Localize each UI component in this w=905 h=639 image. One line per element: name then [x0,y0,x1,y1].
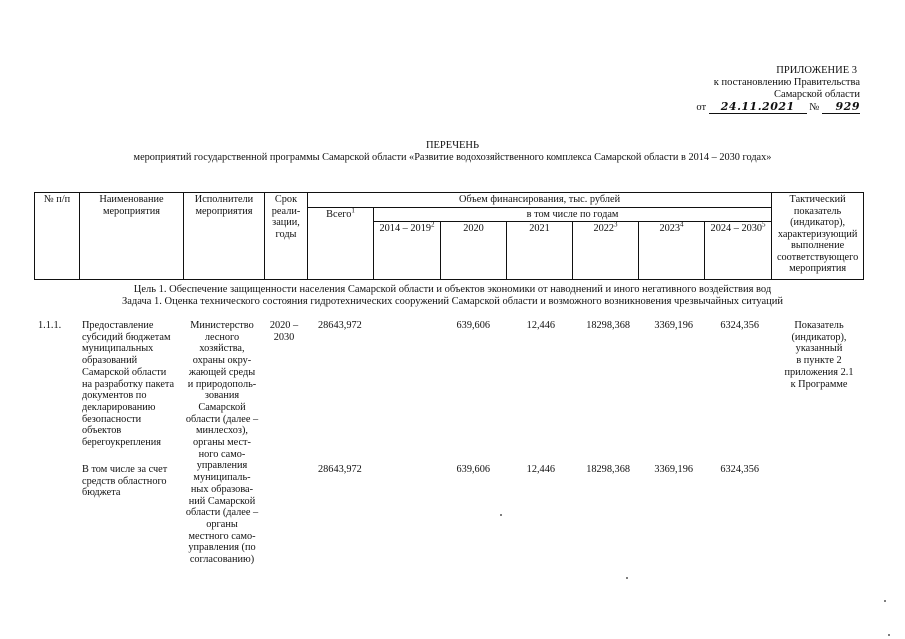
appendix-date-line [696,101,860,114]
task-line: Задача 1. Оценка технического состояния гидротехнических сооружений Самарской области и возможного возникновения чрезвычайных ситуаций [121,296,783,307]
row1-exec-line: области (далее – [185,507,259,519]
header-year-2020 [441,222,507,280]
header-year-2023 [639,222,705,280]
header-year-label: 2023 [659,223,681,234]
row1-exec-line: согласованию) [189,554,255,566]
row1-name-line: на разработку пакета [82,378,175,390]
row2-name [82,464,187,499]
header-funding: Объем финансирования, тыс. рублей [308,193,772,208]
row1-exec-line: хозяйства, [199,343,245,355]
row1-exec-line: зования [204,390,240,402]
row2-name-line: средств областного [82,475,167,487]
row1-indicator-line: приложения 2.1 [784,366,854,378]
row1-num: 1.1.1. [38,320,62,331]
row1-exec-line: ний Самарской [188,495,256,507]
row1-total: 28643,972 [318,320,362,331]
appendix-line-3: Самарской области [774,89,860,100]
row1-name-line: субсидий бюджетам [82,331,171,343]
header-total-sup: 1 [351,206,355,215]
goal-and-task [0,284,905,308]
row1-exec-line: жающей среды [188,366,256,378]
row1-2021: 12,446 [526,320,555,331]
header-year-label: 2020 [463,223,484,234]
header-name: Наименование мероприятия [80,193,184,280]
header-by-years: в том числе по годам [374,207,772,222]
row1-exec-line: управления (по [188,542,256,554]
scan-speck [500,514,502,516]
row1-2023: 3369,196 [654,320,693,331]
header-exec: Исполнители мероприятия [184,193,265,280]
header-year-sup: 2 [430,220,435,229]
header-year-sup: 5 [762,220,766,229]
row2-total: 28643,972 [318,464,362,475]
row1-term-line: 2030 [273,331,295,343]
header-year-sup: 4 [680,220,684,229]
header-year-label: 2022 [593,223,615,234]
row1-exec-line: управления [196,460,248,472]
document-heading [0,140,905,164]
header-year-2022 [573,222,639,280]
header-year-2024-2030 [705,222,772,280]
table-header [34,192,864,280]
row1-indicator-line: указанный [795,343,843,355]
header-indicator: Тактический показатель (индикатор), характеризующий выполнение соответствующего мероприятия [772,193,864,280]
row1-exec-line: минлесхоз), [196,425,248,437]
decree-date: 24.11.2021 [709,101,807,114]
row1-term-line: 2020 – [269,320,299,331]
appendix-title: ПРИЛОЖЕНИЕ 3 [776,65,857,76]
row2-2020: 639,606 [456,464,490,475]
row1-name-line: берегоукрепления [82,437,161,449]
header-year-label: 2014 – 2019 [379,223,431,234]
header-term: Срок реали-зации, годы [265,193,308,280]
header-year-2021 [507,222,573,280]
row2-name-line: бюджета [82,487,121,499]
header-total [308,207,374,280]
row1-exec-line: охраны окру- [192,355,252,367]
document-subtitle: мероприятий государственной программы Самарской области «Развитие водохозяйственного комплекса Самарской области в 2014 – 2030 годах» [133,152,772,163]
number-label: № [809,102,820,113]
row1-2020: 639,606 [456,320,490,331]
scan-speck [888,634,890,636]
row2-2023: 3369,196 [654,464,693,475]
row1-exec-line: ного само- [198,448,246,460]
goal-line: Цель 1. Обеспечение защищенности населения Самарской области и объектов экономики от наводнений и иного негативного воздействия вод [133,284,772,295]
header-year-label: 2021 [529,223,550,234]
from-label: от [696,102,707,113]
header-total-label: Всего [326,208,352,220]
appendix-line-2: к постановлению Правительства [713,77,860,88]
row1-term [265,320,303,343]
row1-indicator-line: к Программе [790,378,848,390]
header-year-label: 2024 – 2030 [710,223,763,234]
row1-exec-line: Министерство [190,320,254,331]
header-year-sup: 3 [614,220,618,229]
row2-2022: 18298,368 [586,464,630,475]
header-num: № п/п [35,193,80,280]
decree-number: 929 [822,101,860,114]
row1-exec-line: лесного [204,331,240,343]
row1-name-line: муниципальных [82,343,154,355]
row1-2024-2030: 6324,356 [720,320,759,331]
appendix-block [696,65,860,114]
row1-exec-line: местного само- [188,530,256,542]
row1-name-line: объектов [82,425,122,437]
row1-exec-line: муниципаль- [193,472,251,484]
row1-name-line: Самарской области [82,366,167,378]
row2-2021: 12,446 [526,464,555,475]
row1-exec-line: области (далее – [185,413,259,425]
row1-name [82,320,187,449]
row1-name-line: безопасности [82,413,142,425]
row2-2024-2030: 6324,356 [720,464,759,475]
header-year-2014-2019 [374,222,441,280]
row1-name-line: образований [82,355,138,367]
row1-indicator-line: в пункте 2 [796,355,842,367]
row1-name-line: Предоставление [82,320,154,331]
row1-exec [178,320,266,566]
row1-exec-line: ных образова- [190,483,254,495]
row1-indicator [773,320,865,390]
row1-name-line: декларированию [82,401,156,413]
row1-exec-line: Самарской [198,401,246,413]
row1-indicator-line: (индикатор), [791,331,847,343]
row1-indicator-line: Показатель [794,320,844,331]
row1-exec-line: органы [206,518,238,530]
row1-exec-line: органы мест- [193,437,251,449]
scan-speck [626,577,628,579]
document-title: ПЕРЕЧЕНЬ [425,140,480,151]
row2-name-line: В том числе за счет [82,464,168,475]
scan-speck [884,600,886,602]
row1-exec-line: и природополь- [187,378,257,390]
row1-2022: 18298,368 [586,320,630,331]
row1-name-line: документов по [82,390,147,402]
